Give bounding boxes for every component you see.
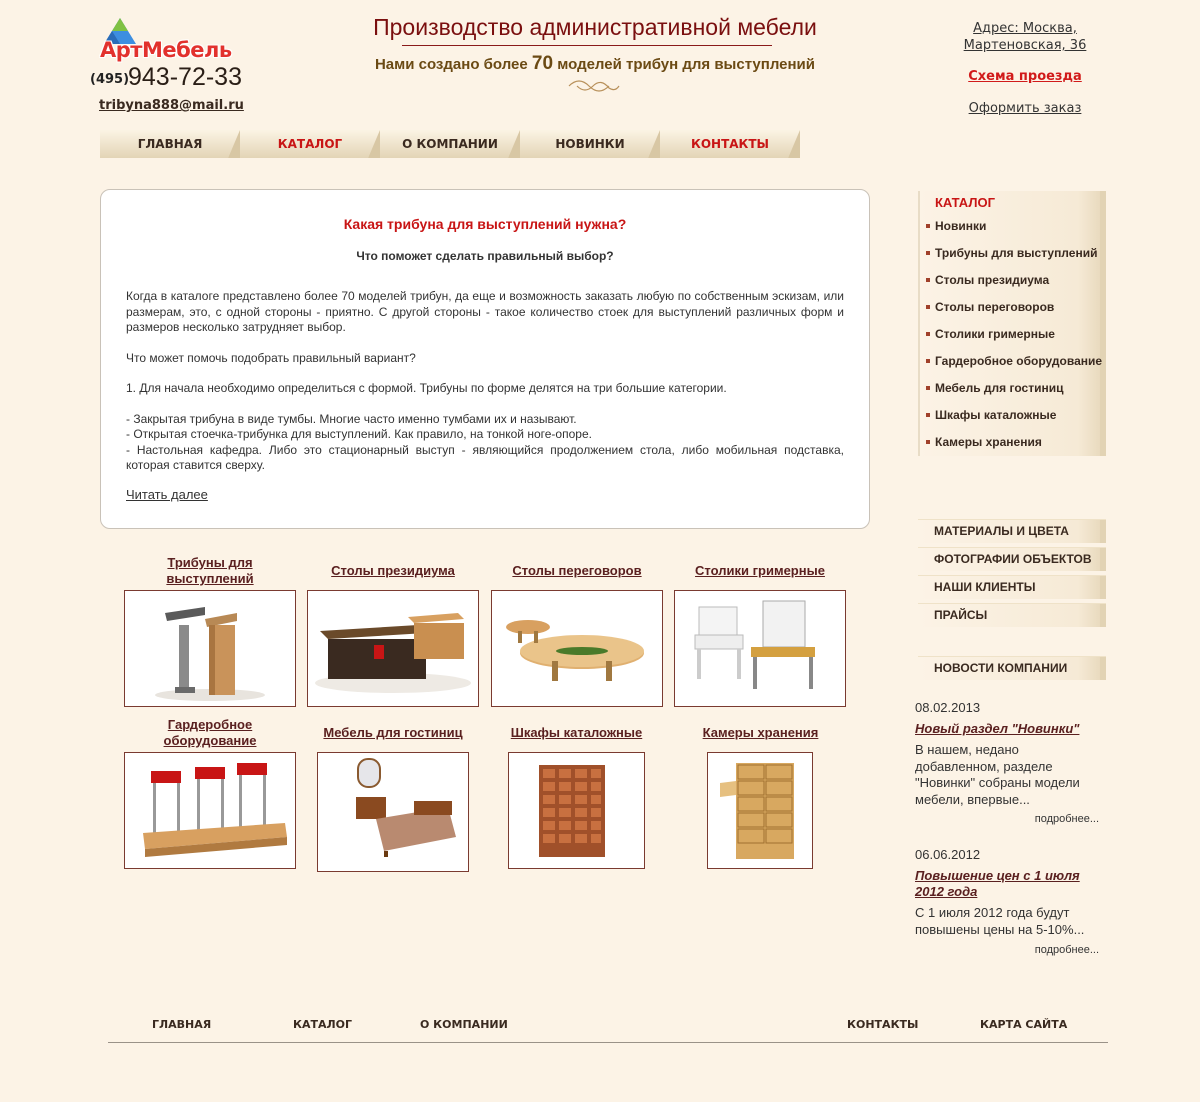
sidebar-item-presidium[interactable] (926, 273, 1049, 287)
phone-code: (495) (90, 72, 130, 87)
article-list-item: - Закрытая трибуна в виде тумбы. Многие часто именно тумбами их и называют. (126, 411, 577, 426)
hotel-furniture-icon (318, 753, 468, 871)
sidebar-item-label: Трибуны для выступлений (935, 246, 1098, 260)
product-image-tribunes[interactable] (124, 590, 296, 707)
footer-divider (108, 1042, 1108, 1043)
sidebar-item-negotiation[interactable] (926, 300, 1054, 314)
article-paragraph: 1. Для начала необходимо определиться с формой. Трибуны по форме делятся на три большие категории. (126, 381, 727, 395)
nav-contacts[interactable] (660, 130, 800, 158)
product-title-hotel[interactable]: Мебель для гостиниц (323, 725, 463, 740)
news-more-link[interactable]: подробнее... (1034, 944, 1099, 956)
nav-about-label: О КОМПАНИИ (402, 137, 498, 151)
sidebar-button-materials[interactable] (918, 519, 1106, 543)
sidebar-item-label: Столы президиума (935, 273, 1050, 287)
footer-link-catalog[interactable]: КАТАЛОГ (293, 1018, 353, 1031)
product-title-storage-lockers[interactable]: Камеры хранения (702, 725, 819, 740)
product-image-hotel[interactable] (317, 752, 469, 872)
product-title-presidium[interactable]: Столы президиума (331, 563, 455, 578)
makeup-table-icon (675, 591, 845, 706)
footer-link-home[interactable]: ГЛАВНАЯ (152, 1018, 212, 1031)
address-link[interactable] (940, 20, 1110, 54)
ornament-icon (565, 74, 621, 98)
footer-link-about[interactable]: О КОМПАНИИ (420, 1018, 508, 1031)
sidebar-button-photos[interactable] (918, 547, 1106, 571)
product-image-wardrobe[interactable] (124, 752, 296, 869)
subtitle-post: моделей трибун для выступлений (557, 56, 816, 73)
sidebar-catalog-title: КАТАЛОГ (935, 195, 995, 210)
site-subtitle (300, 53, 890, 75)
sidebar-item-tribunes[interactable] (926, 246, 1097, 260)
nav-catalog-label: КАТАЛОГ (277, 137, 343, 151)
sidebar-button-clients[interactable] (918, 575, 1106, 599)
article-title: Какая трибуна для выступлений нужна? (343, 216, 627, 232)
tribune-icon (125, 591, 295, 706)
sidebar-item-label: Мебель для гостиниц (935, 381, 1064, 395)
product-image-catalog-cabinets[interactable] (508, 752, 645, 869)
nav-home[interactable] (100, 130, 240, 158)
sidebar-button-label: НАШИ КЛИЕНТЫ (934, 580, 1036, 594)
news-title-link[interactable]: Новый раздел "Новинки" (915, 721, 1080, 736)
sidebar-item-hotel[interactable] (926, 381, 1063, 395)
top-navigation (100, 130, 800, 158)
news-title-link[interactable]: Повышение цен с 1 июля 2012 года (915, 868, 1080, 899)
news-date: 06.06.2012 (915, 847, 981, 862)
product-title-catalog-cabinets[interactable]: Шкафы каталожные (510, 725, 643, 740)
sidebar-button-label: ПРАЙСЫ (934, 608, 988, 622)
email-link[interactable]: tribyna888@mail.ru (99, 98, 244, 113)
sidebar-item-label: Столики гримерные (935, 327, 1055, 341)
news-text: С 1 июля 2012 года будут повышены цены на 5-10%... (915, 905, 1085, 937)
nav-contacts-label: КОНТАКТЫ (691, 137, 769, 151)
phone-number: 943-72-33 (128, 63, 242, 91)
read-more-link[interactable]: Читать далее (126, 487, 208, 502)
sidebar-item-makeup[interactable] (926, 327, 1055, 341)
product-title-line: выступлений (166, 571, 254, 586)
product-title-makeup[interactable]: Столики гримерные (695, 563, 825, 578)
nav-new[interactable] (520, 130, 660, 158)
sidebar-news-title: НОВОСТИ КОМПАНИИ (934, 661, 1068, 675)
title-divider (402, 45, 772, 46)
nav-about[interactable] (380, 130, 520, 158)
presidium-table-icon (308, 591, 478, 706)
route-map-link[interactable]: Схема проезда (968, 69, 1082, 84)
product-title-negotiation[interactable]: Столы переговоров (512, 563, 642, 578)
article-list-item: - Настольная кафедра. Либо это стационарный выступ - являющийся продолжением стола, либо мобильная подставка, которая ставится сверху. (126, 442, 844, 472)
sidebar-item-wardrobe[interactable] (926, 354, 1102, 368)
nav-catalog[interactable] (240, 130, 380, 158)
article-body (126, 289, 844, 474)
article-subtitle: Что поможет сделать правильный выбор? (356, 249, 614, 263)
sidebar-button-label: МАТЕРИАЛЫ И ЦВЕТА (934, 524, 1069, 538)
sidebar-item-new[interactable] (926, 219, 986, 233)
article-paragraph: Когда в каталоге представлено более 70 моделей трибун, да еще и возможность заказать любую по собственным эскизам, или размерам, это, с одной стороны - приятно. С другой стороны - такое количество стоек для выступлений различных форм и размеров несколько затрудняет выбор. (126, 289, 844, 334)
news-text: В нашем, недано добавленном, разделе "Новинки" собраны модели мебели, впервые... (915, 742, 1080, 807)
article-list-item: - Открытая стоечка-трибунка для выступлений. Как правило, на тонкой ноге-опоре. (126, 427, 592, 441)
subtitle-pre: Нами создано более (374, 56, 528, 73)
sidebar-item-label: Гардеробное оборудование (935, 354, 1103, 368)
product-image-storage-lockers[interactable] (707, 752, 813, 869)
sidebar-news-header[interactable] (918, 656, 1106, 680)
product-title-line: Гардеробное (167, 717, 253, 732)
product-title-tribunes[interactable] (124, 555, 296, 587)
sidebar-button-prices[interactable] (918, 603, 1106, 627)
product-image-presidium[interactable] (307, 590, 479, 707)
place-order-link[interactable]: Оформить заказ (968, 101, 1082, 116)
nav-new-label: НОВИНКИ (555, 137, 625, 151)
site-title: Производство административной мебели (373, 14, 817, 40)
footer-link-contacts[interactable]: КОНТАКТЫ (847, 1018, 919, 1031)
address-line1: Адрес: Москва, (973, 21, 1077, 36)
product-title-wardrobe[interactable] (124, 717, 296, 749)
negotiation-table-icon (492, 591, 662, 706)
sidebar-item-catalog-cabinets[interactable] (926, 408, 1056, 422)
sidebar-button-label: ФОТОГРАФИИ ОБЪЕКТОВ (934, 552, 1092, 566)
subtitle-number: 70 (531, 53, 554, 74)
wardrobe-rack-icon (125, 753, 295, 868)
product-title-line: оборудование (163, 733, 257, 748)
sidebar-item-label: Шкафы каталожные (935, 408, 1057, 422)
news-date: 08.02.2013 (915, 700, 981, 715)
sidebar-item-label: Новинки (935, 219, 987, 233)
address-line2: Мартеновская, 36 (963, 38, 1087, 53)
product-image-negotiation[interactable] (491, 590, 663, 707)
footer-link-sitemap[interactable]: КАРТА САЙТА (980, 1018, 1068, 1031)
product-image-makeup[interactable] (674, 590, 846, 707)
article-paragraph: Что может помочь подобрать правильный вариант? (126, 350, 416, 365)
sidebar-item-label: Столы переговоров (935, 300, 1055, 314)
nav-home-label: ГЛАВНАЯ (137, 137, 203, 151)
catalog-cabinet-icon (509, 753, 644, 868)
locker-icon (708, 753, 812, 868)
sidebar-item-label: Камеры хранения (935, 435, 1042, 449)
news-more-link[interactable]: подробнее... (1034, 813, 1099, 825)
product-title-line: Трибуны для (167, 555, 253, 570)
sidebar-item-storage-lockers[interactable] (926, 435, 1042, 449)
logo-text[interactable]: АртМебель (100, 38, 232, 62)
